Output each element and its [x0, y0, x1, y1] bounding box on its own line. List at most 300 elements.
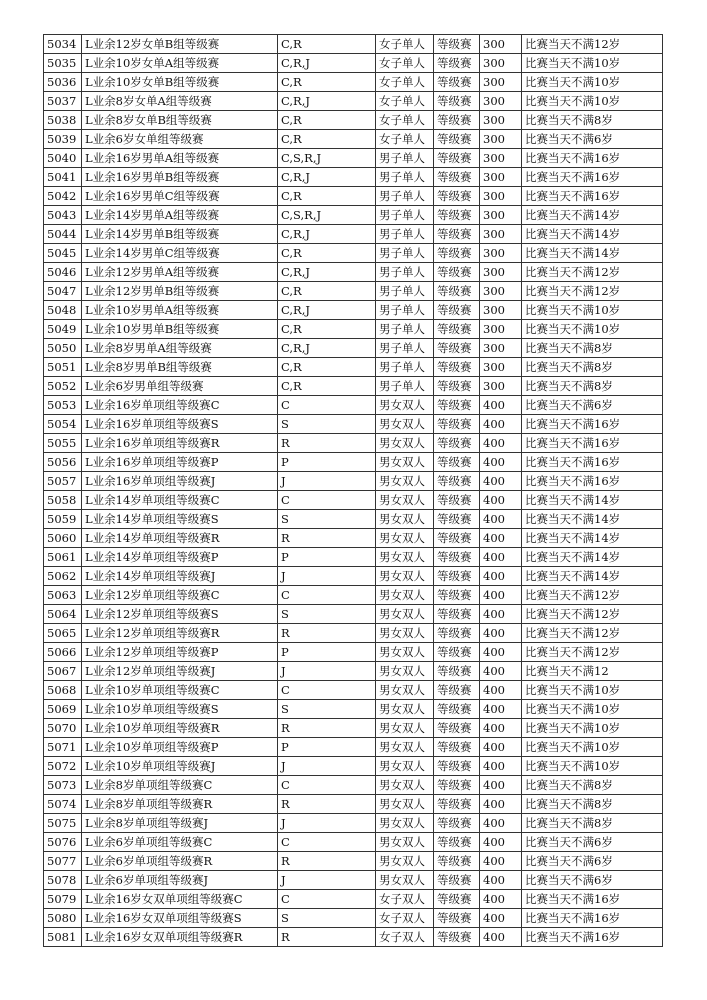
- points-cell: 400: [480, 776, 522, 795]
- event-name-cell: L业余12岁女单B组等级赛: [82, 35, 278, 54]
- points-cell: 300: [480, 92, 522, 111]
- age-requirement-cell: 比赛当天不满8岁: [522, 776, 663, 795]
- event-name-cell: L业余8岁单项组等级赛J: [82, 814, 278, 833]
- table-row: [44, 54, 663, 73]
- dance-categories-cell: C: [278, 491, 376, 510]
- competition-level-cell: 等级赛: [434, 605, 480, 624]
- competition-level-cell: 等级赛: [434, 738, 480, 757]
- event-id-cell: 5070: [44, 719, 82, 738]
- event-name-cell: L业余12岁男单A组等级赛: [82, 263, 278, 282]
- competition-level-cell: 等级赛: [434, 187, 480, 206]
- event-name-cell: L业余16岁单项组等级赛R: [82, 434, 278, 453]
- table-row: [44, 928, 663, 947]
- entry-type-cell: 男子单人: [376, 301, 434, 320]
- age-requirement-cell: 比赛当天不满14岁: [522, 244, 663, 263]
- event-name-cell: L业余12岁单项组等级赛S: [82, 605, 278, 624]
- event-id-cell: 5042: [44, 187, 82, 206]
- event-id-cell: 5059: [44, 510, 82, 529]
- event-name-cell: L业余6岁女单组等级赛: [82, 130, 278, 149]
- age-requirement-cell: 比赛当天不满10岁: [522, 92, 663, 111]
- points-cell: 300: [480, 73, 522, 92]
- table-row: [44, 434, 663, 453]
- event-id-cell: 5036: [44, 73, 82, 92]
- table-row: [44, 111, 663, 130]
- points-cell: 400: [480, 396, 522, 415]
- event-id-cell: 5081: [44, 928, 82, 947]
- event-name-cell: L业余12岁单项组等级赛R: [82, 624, 278, 643]
- event-name-cell: L业余16岁男单B组等级赛: [82, 168, 278, 187]
- age-requirement-cell: 比赛当天不满12岁: [522, 605, 663, 624]
- table-row: [44, 909, 663, 928]
- event-id-cell: 5048: [44, 301, 82, 320]
- event-id-cell: 5079: [44, 890, 82, 909]
- event-id-cell: 5072: [44, 757, 82, 776]
- event-name-cell: L业余16岁单项组等级赛C: [82, 396, 278, 415]
- event-id-cell: 5047: [44, 282, 82, 301]
- entry-type-cell: 男女双人: [376, 643, 434, 662]
- entry-type-cell: 男女双人: [376, 833, 434, 852]
- table-row: [44, 491, 663, 510]
- age-requirement-cell: 比赛当天不满16岁: [522, 472, 663, 491]
- event-name-cell: L业余10岁单项组等级赛C: [82, 681, 278, 700]
- event-id-cell: 5037: [44, 92, 82, 111]
- competition-level-cell: 等级赛: [434, 263, 480, 282]
- event-name-cell: L业余10岁男单A组等级赛: [82, 301, 278, 320]
- dance-categories-cell: C,R,J: [278, 92, 376, 111]
- table-row: [44, 700, 663, 719]
- entry-type-cell: 男女双人: [376, 795, 434, 814]
- table-row: [44, 377, 663, 396]
- competition-level-cell: 等级赛: [434, 928, 480, 947]
- dance-categories-cell: R: [278, 795, 376, 814]
- age-requirement-cell: 比赛当天不满16岁: [522, 168, 663, 187]
- event-name-cell: L业余16岁女双单项组等级赛C: [82, 890, 278, 909]
- points-cell: 400: [480, 548, 522, 567]
- dance-categories-cell: C,R,J: [278, 339, 376, 358]
- points-cell: 300: [480, 187, 522, 206]
- age-requirement-cell: 比赛当天不满16岁: [522, 909, 663, 928]
- event-id-cell: 5062: [44, 567, 82, 586]
- age-requirement-cell: 比赛当天不满12岁: [522, 586, 663, 605]
- dance-categories-cell: J: [278, 871, 376, 890]
- event-id-cell: 5051: [44, 358, 82, 377]
- event-name-cell: L业余14岁单项组等级赛C: [82, 491, 278, 510]
- age-requirement-cell: 比赛当天不满12岁: [522, 624, 663, 643]
- points-cell: 400: [480, 909, 522, 928]
- points-cell: 400: [480, 719, 522, 738]
- dance-categories-cell: C,R: [278, 377, 376, 396]
- table-row: [44, 529, 663, 548]
- event-id-cell: 5046: [44, 263, 82, 282]
- table-row: [44, 149, 663, 168]
- age-requirement-cell: 比赛当天不满10岁: [522, 681, 663, 700]
- event-id-cell: 5073: [44, 776, 82, 795]
- dance-categories-cell: R: [278, 434, 376, 453]
- points-cell: 400: [480, 529, 522, 548]
- dance-categories-cell: P: [278, 643, 376, 662]
- competition-level-cell: 等级赛: [434, 472, 480, 491]
- table-row: [44, 738, 663, 757]
- age-requirement-cell: 比赛当天不满16岁: [522, 149, 663, 168]
- table-row: [44, 833, 663, 852]
- competition-level-cell: 等级赛: [434, 301, 480, 320]
- event-id-cell: 5044: [44, 225, 82, 244]
- event-name-cell: L业余16岁单项组等级赛S: [82, 415, 278, 434]
- dance-categories-cell: R: [278, 529, 376, 548]
- entry-type-cell: 男女双人: [376, 529, 434, 548]
- event-id-cell: 5058: [44, 491, 82, 510]
- competition-level-cell: 等级赛: [434, 282, 480, 301]
- points-cell: 300: [480, 282, 522, 301]
- entry-type-cell: 男子单人: [376, 377, 434, 396]
- entry-type-cell: 女子单人: [376, 54, 434, 73]
- competition-level-cell: 等级赛: [434, 111, 480, 130]
- dance-categories-cell: C: [278, 833, 376, 852]
- dance-categories-cell: J: [278, 662, 376, 681]
- age-requirement-cell: 比赛当天不满12: [522, 662, 663, 681]
- entry-type-cell: 男女双人: [376, 510, 434, 529]
- dance-categories-cell: R: [278, 852, 376, 871]
- age-requirement-cell: 比赛当天不满12岁: [522, 35, 663, 54]
- event-name-cell: L业余16岁单项组等级赛P: [82, 453, 278, 472]
- dance-categories-cell: C,R: [278, 130, 376, 149]
- age-requirement-cell: 比赛当天不满10岁: [522, 757, 663, 776]
- age-requirement-cell: 比赛当天不满8岁: [522, 377, 663, 396]
- table-row: [44, 814, 663, 833]
- event-name-cell: L业余6岁男单组等级赛: [82, 377, 278, 396]
- points-cell: 400: [480, 510, 522, 529]
- table-row: [44, 73, 663, 92]
- age-requirement-cell: 比赛当天不满10岁: [522, 700, 663, 719]
- entry-type-cell: 男女双人: [376, 605, 434, 624]
- event-name-cell: L业余10岁男单B组等级赛: [82, 320, 278, 339]
- points-cell: 400: [480, 415, 522, 434]
- dance-categories-cell: C,R,J: [278, 168, 376, 187]
- age-requirement-cell: 比赛当天不满6岁: [522, 833, 663, 852]
- event-id-cell: 5045: [44, 244, 82, 263]
- points-cell: 300: [480, 244, 522, 263]
- event-id-cell: 5035: [44, 54, 82, 73]
- event-name-cell: L业余12岁单项组等级赛P: [82, 643, 278, 662]
- points-cell: 400: [480, 928, 522, 947]
- dance-categories-cell: S: [278, 510, 376, 529]
- table-row: [44, 548, 663, 567]
- age-requirement-cell: 比赛当天不满8岁: [522, 795, 663, 814]
- age-requirement-cell: 比赛当天不满10岁: [522, 54, 663, 73]
- competition-level-cell: 等级赛: [434, 149, 480, 168]
- points-cell: 400: [480, 795, 522, 814]
- dance-categories-cell: C,R: [278, 35, 376, 54]
- dance-categories-cell: C,R,J: [278, 263, 376, 282]
- entry-type-cell: 男女双人: [376, 396, 434, 415]
- competition-level-cell: 等级赛: [434, 396, 480, 415]
- dance-categories-cell: C,R,J: [278, 225, 376, 244]
- document-page: [43, 34, 664, 947]
- entry-type-cell: 男女双人: [376, 624, 434, 643]
- event-name-cell: L业余8岁男单A组等级赛: [82, 339, 278, 358]
- dance-categories-cell: C,R: [278, 111, 376, 130]
- competition-level-cell: 等级赛: [434, 130, 480, 149]
- event-name-cell: L业余8岁单项组等级赛C: [82, 776, 278, 795]
- table-row: [44, 662, 663, 681]
- entry-type-cell: 男女双人: [376, 491, 434, 510]
- event-id-cell: 5071: [44, 738, 82, 757]
- points-cell: 300: [480, 54, 522, 73]
- entry-type-cell: 男女双人: [376, 662, 434, 681]
- event-id-cell: 5076: [44, 833, 82, 852]
- points-cell: 300: [480, 149, 522, 168]
- event-name-cell: L业余12岁男单B组等级赛: [82, 282, 278, 301]
- age-requirement-cell: 比赛当天不满14岁: [522, 567, 663, 586]
- event-id-cell: 5080: [44, 909, 82, 928]
- table-row: [44, 187, 663, 206]
- event-name-cell: L业余14岁单项组等级赛S: [82, 510, 278, 529]
- event-id-cell: 5066: [44, 643, 82, 662]
- table-row: [44, 225, 663, 244]
- table-row: [44, 168, 663, 187]
- event-name-cell: L业余10岁女单A组等级赛: [82, 54, 278, 73]
- event-name-cell: L业余14岁男单A组等级赛: [82, 206, 278, 225]
- points-cell: 400: [480, 852, 522, 871]
- age-requirement-cell: 比赛当天不满8岁: [522, 111, 663, 130]
- entry-type-cell: 男子单人: [376, 168, 434, 187]
- entry-type-cell: 男子单人: [376, 358, 434, 377]
- entry-type-cell: 女子单人: [376, 111, 434, 130]
- competition-level-cell: 等级赛: [434, 54, 480, 73]
- points-cell: 300: [480, 263, 522, 282]
- event-id-cell: 5043: [44, 206, 82, 225]
- event-name-cell: L业余16岁女双单项组等级赛R: [82, 928, 278, 947]
- dance-categories-cell: C,R: [278, 187, 376, 206]
- event-name-cell: L业余6岁单项组等级赛C: [82, 833, 278, 852]
- entry-type-cell: 男女双人: [376, 871, 434, 890]
- entry-type-cell: 男女双人: [376, 434, 434, 453]
- entry-type-cell: 男女双人: [376, 776, 434, 795]
- competition-level-cell: 等级赛: [434, 548, 480, 567]
- table-row: [44, 567, 663, 586]
- table-row: [44, 890, 663, 909]
- age-requirement-cell: 比赛当天不满6岁: [522, 130, 663, 149]
- event-name-cell: L业余14岁单项组等级赛P: [82, 548, 278, 567]
- table-row: [44, 624, 663, 643]
- entry-type-cell: 男子单人: [376, 282, 434, 301]
- dance-categories-cell: P: [278, 453, 376, 472]
- age-requirement-cell: 比赛当天不满14岁: [522, 548, 663, 567]
- entry-type-cell: 男子单人: [376, 244, 434, 263]
- entry-type-cell: 女子单人: [376, 130, 434, 149]
- competition-level-cell: 等级赛: [434, 225, 480, 244]
- age-requirement-cell: 比赛当天不满14岁: [522, 225, 663, 244]
- event-name-cell: L业余6岁单项组等级赛J: [82, 871, 278, 890]
- dance-categories-cell: C: [278, 396, 376, 415]
- dance-categories-cell: R: [278, 719, 376, 738]
- event-name-cell: L业余10岁单项组等级赛R: [82, 719, 278, 738]
- entry-type-cell: 女子单人: [376, 73, 434, 92]
- dance-categories-cell: J: [278, 814, 376, 833]
- dance-categories-cell: C,R: [278, 282, 376, 301]
- event-name-cell: L业余14岁单项组等级赛R: [82, 529, 278, 548]
- entry-type-cell: 男女双人: [376, 567, 434, 586]
- event-id-cell: 5040: [44, 149, 82, 168]
- event-name-cell: L业余16岁男单C组等级赛: [82, 187, 278, 206]
- competition-level-cell: 等级赛: [434, 852, 480, 871]
- table-row: [44, 358, 663, 377]
- entry-type-cell: 男子单人: [376, 149, 434, 168]
- competition-level-cell: 等级赛: [434, 662, 480, 681]
- competition-level-cell: 等级赛: [434, 377, 480, 396]
- dance-categories-cell: C: [278, 586, 376, 605]
- dance-categories-cell: C,R,J: [278, 301, 376, 320]
- points-cell: 400: [480, 472, 522, 491]
- table-row: [44, 301, 663, 320]
- entry-type-cell: 女子单人: [376, 35, 434, 54]
- event-id-cell: 5049: [44, 320, 82, 339]
- event-id-cell: 5063: [44, 586, 82, 605]
- dance-categories-cell: R: [278, 928, 376, 947]
- dance-categories-cell: C,S,R,J: [278, 206, 376, 225]
- age-requirement-cell: 比赛当天不满16岁: [522, 453, 663, 472]
- points-cell: 300: [480, 35, 522, 54]
- table-row: [44, 244, 663, 263]
- competition-level-cell: 等级赛: [434, 567, 480, 586]
- competition-level-cell: 等级赛: [434, 244, 480, 263]
- table-row: [44, 453, 663, 472]
- points-cell: 300: [480, 320, 522, 339]
- event-id-cell: 5039: [44, 130, 82, 149]
- event-id-cell: 5055: [44, 434, 82, 453]
- competition-level-cell: 等级赛: [434, 35, 480, 54]
- age-requirement-cell: 比赛当天不满16岁: [522, 434, 663, 453]
- age-requirement-cell: 比赛当天不满12岁: [522, 643, 663, 662]
- event-id-cell: 5074: [44, 795, 82, 814]
- dance-categories-cell: S: [278, 415, 376, 434]
- competition-level-cell: 等级赛: [434, 757, 480, 776]
- entry-type-cell: 男女双人: [376, 472, 434, 491]
- age-requirement-cell: 比赛当天不满14岁: [522, 206, 663, 225]
- competition-level-cell: 等级赛: [434, 700, 480, 719]
- competition-level-cell: 等级赛: [434, 92, 480, 111]
- age-requirement-cell: 比赛当天不满16岁: [522, 890, 663, 909]
- dance-categories-cell: J: [278, 757, 376, 776]
- points-cell: 400: [480, 871, 522, 890]
- entry-type-cell: 女子双人: [376, 928, 434, 947]
- entry-type-cell: 男子单人: [376, 225, 434, 244]
- points-cell: 400: [480, 453, 522, 472]
- age-requirement-cell: 比赛当天不满10岁: [522, 73, 663, 92]
- table-row: [44, 35, 663, 54]
- dance-categories-cell: C,R,J: [278, 54, 376, 73]
- table-row: [44, 263, 663, 282]
- age-requirement-cell: 比赛当天不满10岁: [522, 738, 663, 757]
- points-cell: 300: [480, 301, 522, 320]
- table-row: [44, 320, 663, 339]
- age-requirement-cell: 比赛当天不满16岁: [522, 928, 663, 947]
- points-cell: 300: [480, 130, 522, 149]
- table-row: [44, 415, 663, 434]
- entry-type-cell: 男女双人: [376, 681, 434, 700]
- points-cell: 400: [480, 890, 522, 909]
- dance-categories-cell: C,R: [278, 73, 376, 92]
- points-cell: 400: [480, 814, 522, 833]
- event-id-cell: 5075: [44, 814, 82, 833]
- event-name-cell: L业余14岁男单C组等级赛: [82, 244, 278, 263]
- points-cell: 400: [480, 643, 522, 662]
- entry-type-cell: 男子单人: [376, 263, 434, 282]
- competition-level-cell: 等级赛: [434, 586, 480, 605]
- dance-categories-cell: C: [278, 890, 376, 909]
- points-cell: 300: [480, 339, 522, 358]
- competition-level-cell: 等级赛: [434, 510, 480, 529]
- entry-type-cell: 男女双人: [376, 415, 434, 434]
- event-name-cell: L业余16岁单项组等级赛J: [82, 472, 278, 491]
- entry-type-cell: 女子双人: [376, 890, 434, 909]
- dance-categories-cell: J: [278, 567, 376, 586]
- competition-level-cell: 等级赛: [434, 833, 480, 852]
- event-name-cell: L业余8岁女单B组等级赛: [82, 111, 278, 130]
- event-id-cell: 5060: [44, 529, 82, 548]
- dance-categories-cell: C: [278, 776, 376, 795]
- dance-categories-cell: P: [278, 548, 376, 567]
- dance-categories-cell: R: [278, 624, 376, 643]
- event-name-cell: L业余8岁单项组等级赛R: [82, 795, 278, 814]
- age-requirement-cell: 比赛当天不满6岁: [522, 871, 663, 890]
- competition-level-cell: 等级赛: [434, 814, 480, 833]
- points-cell: 400: [480, 700, 522, 719]
- event-name-cell: L业余14岁单项组等级赛J: [82, 567, 278, 586]
- event-name-cell: L业余16岁男单A组等级赛: [82, 149, 278, 168]
- table-row: [44, 586, 663, 605]
- points-cell: 400: [480, 681, 522, 700]
- points-cell: 300: [480, 111, 522, 130]
- dance-categories-cell: C,R: [278, 244, 376, 263]
- event-name-cell: L业余6岁单项组等级赛R: [82, 852, 278, 871]
- points-cell: 400: [480, 662, 522, 681]
- age-requirement-cell: 比赛当天不满12岁: [522, 263, 663, 282]
- table-row: [44, 852, 663, 871]
- event-id-cell: 5038: [44, 111, 82, 130]
- points-cell: 400: [480, 833, 522, 852]
- table-row: [44, 605, 663, 624]
- dance-categories-cell: C,R: [278, 320, 376, 339]
- entry-type-cell: 男女双人: [376, 719, 434, 738]
- age-requirement-cell: 比赛当天不满10岁: [522, 719, 663, 738]
- event-id-cell: 5054: [44, 415, 82, 434]
- dance-categories-cell: C,S,R,J: [278, 149, 376, 168]
- table-row: [44, 206, 663, 225]
- age-requirement-cell: 比赛当天不满16岁: [522, 187, 663, 206]
- event-name-cell: L业余8岁男单B组等级赛: [82, 358, 278, 377]
- age-requirement-cell: 比赛当天不满16岁: [522, 415, 663, 434]
- competition-level-cell: 等级赛: [434, 795, 480, 814]
- points-cell: 400: [480, 624, 522, 643]
- table-row: [44, 510, 663, 529]
- dance-categories-cell: S: [278, 700, 376, 719]
- event-id-cell: 5057: [44, 472, 82, 491]
- points-cell: 400: [480, 491, 522, 510]
- age-requirement-cell: 比赛当天不满8岁: [522, 339, 663, 358]
- entry-type-cell: 男子单人: [376, 187, 434, 206]
- table-row: [44, 795, 663, 814]
- event-name-cell: L业余10岁单项组等级赛S: [82, 700, 278, 719]
- event-name-cell: L业余14岁男单B组等级赛: [82, 225, 278, 244]
- dance-categories-cell: C,R: [278, 358, 376, 377]
- entry-type-cell: 男女双人: [376, 453, 434, 472]
- entry-type-cell: 男女双人: [376, 757, 434, 776]
- competition-level-cell: 等级赛: [434, 643, 480, 662]
- competition-level-cell: 等级赛: [434, 434, 480, 453]
- table-row: [44, 871, 663, 890]
- age-requirement-cell: 比赛当天不满14岁: [522, 529, 663, 548]
